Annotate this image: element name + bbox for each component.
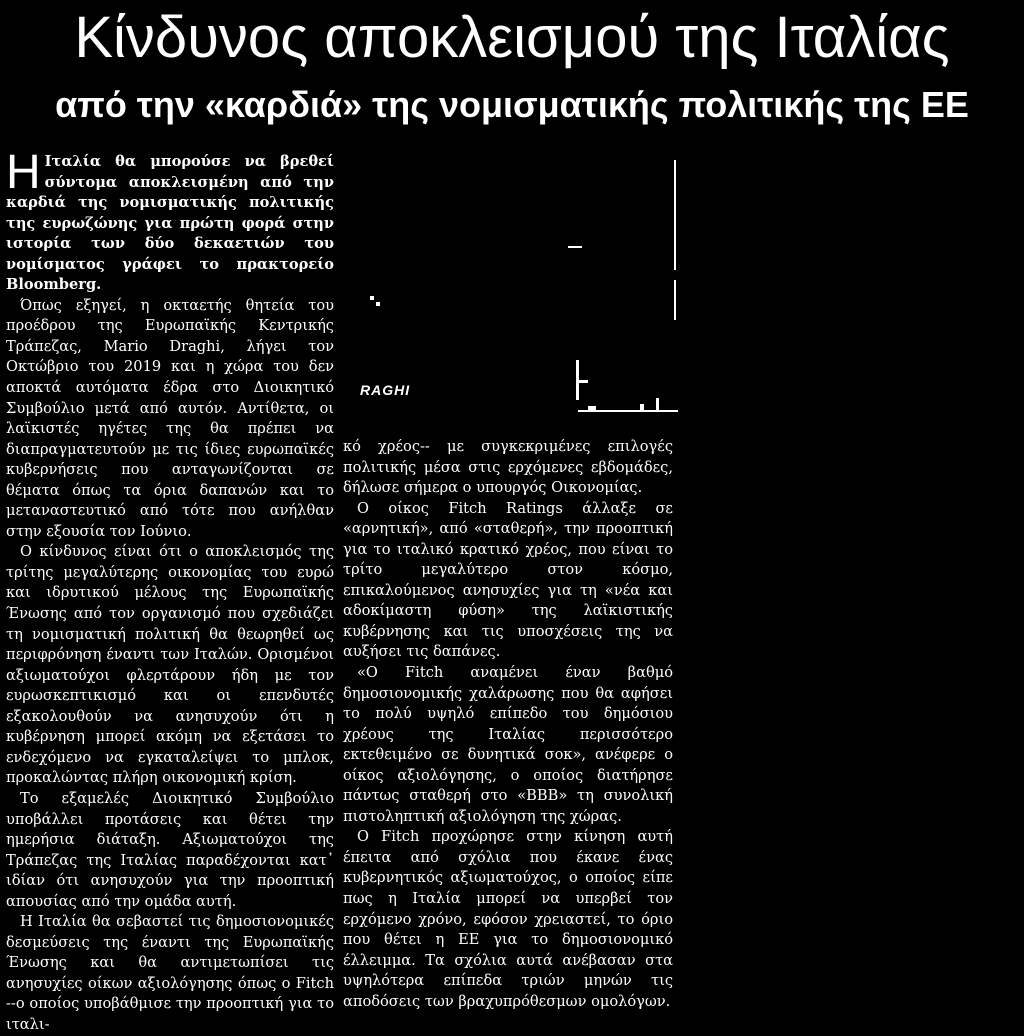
- article-photo: [356, 160, 678, 416]
- headline-title: Κίνδυνος αποκλεισμού της Ιταλίας: [74, 5, 950, 70]
- article-paragraph: [6, 146, 334, 296]
- article-paragraph: Ο κίνδυνος είναι ότι ο αποκλεισμός της τρίτης μεγαλύτερης οικονομίας του ευρώ και ιδρυτικού μέλους της Ευρωπαϊκής Ένωσης από τον οργανισμό που σχεδιάζει τη νομισματική πολιτική θα θεωρηθεί ως περιφρόνηση έναντι των Ιταλών. Ορισμένοι αξιωματούχοι φλερτάρουν ήδη με τον ευρωσκεπτικισμό και οι επενδυτές εξακολουθούν να ανησυχούν ότι η κυβέρνηση μπορεί ακόμη να εξετάσει το ενδεχόμενο να εγκαταλείψει το μπλοκ, προκαλώντας πλήρη οικονομική κρίση.: [6, 543, 334, 787]
- headline-subtitle: από την «καρδιά» της νομισματικής πολιτικής της ΕΕ: [55, 84, 969, 125]
- article-paragraph: Η Ιταλία θα σεβαστεί τις δημοσιονομικές δεσμεύσεις της έναντι της Ευρωπαϊκής Ένωσης και θα αντιμετωπίσει τις ανησυχίες οίκων αξιολόγησης όπως ο Fitch --ο οποίος υποβάθμισε την προοπτική για το ιταλι-: [6, 913, 334, 1033]
- article-paragraph: Το εξαμελές Διοικητικό Συμβούλιο υποβάλλει προτάσεις και θέτει την ημερήσια διάταξη. Αξιωματούχοι της Τράπεζας της Ιταλίας παραδέχονται κατ᾽ ιδίαν ότι ανησυχούν για την προοπτική απουσίας από την ομάδα αυτή.: [6, 789, 334, 910]
- article-column-2: [343, 437, 673, 1012]
- photo-graphic: [356, 160, 678, 416]
- photo-caption: RAGHI: [360, 382, 411, 398]
- article-paragraph: «Ο Fitch αναμένει έναν βαθμό δημοσιονομικής χαλάρωσης που θα αφήσει το πολύ υψηλό επίπεδο του δημόσιου χρέους της Ιταλίας περισσότερο εκτεθειμένο σε δυνητικά σοκ», ανέφερε ο οίκος αξιολόγησης, ο οποίος διατήρησε πάντως σταθερή στο «BBB» τη συνολική πιστοληπτική αξιολόγηση της χώρας.: [343, 664, 673, 825]
- article-paragraph: Ο οίκος Fitch Ratings άλλαξε σε «αρνητική», από «σταθερή», την προοπτική για το ιταλικό κρατικό χρέος, που είναι το τρίτο μεγαλύτερο στον κόσμο, επικαλούμενος ανησυχίες για τη «νέα και αδοκίμαστη φύση» της λαϊκιστικής κυβέρνησης και τις υποσχέσεις της να αυξήσει τις δαπάνες.: [343, 499, 673, 661]
- article-paragraph: κό χρέος-- με συγκεκριμένες επιλογές πολιτικής μέσα στις ερχόμενες εβδομάδες, δήλωσε σήμερα ο υπουργός Οικονομίας.: [343, 438, 673, 497]
- drop-cap: Η: [6, 146, 41, 199]
- paragraph-text: Ιταλία θα μπορούσε να βρεθεί σύντομα αποκλεισμένη από την καρδιά της νομισματικής πολιτικής της ευρωζώνης για πρώτη φορά στην ιστορία των δύο δεκαετιών του νομίσματος γράφει το πρακτορείο Bloomberg.: [6, 153, 334, 294]
- article-paragraph: Όπως εξηγεί, η οκταετής θητεία του προέδρου της Ευρωπαϊκής Κεντρικής Τράπεζας, Mario Draghi, λήγει τον Οκτώβριο του 2019 και η χώρα του δεν αποκτά αυτόματα έδρα στο Διοικητικό Συμβούλιο μετά από αυτόν. Αντίθετα, οι λαϊκιστές ηγέτες της θα πρέπει να διαπραγματευτούν με τις ίδιες ευρωπαϊκές κυβερνήσεις που ανταγωνίζονται σε θέματα όπως τα όρια δαπανών και το μεταναστευτικό από τότε που ανήλθαν στην εξουσία τον Ιούνιο.: [6, 296, 334, 540]
- article-paragraph: Ο Fitch προχώρησε στην κίνηση αυτή έπειτα από σχόλια που έκανε ένας κυβερνητικός αξιωματούχος, ο οποίος είπε πως η Ιταλία μπορεί να υπερβεί τον ερχόμενο χρόνο, εφόσον χρειαστεί, το όριο που θέτει η ΕΕ για το δημοσιονομικό έλλειμμα. Τα σχόλια αυτά ανέβασαν στα υψηλότερα επίπεδα τριών μηνών τις αποδόσεις των βραχυπρόθεσμων ομολόγων.: [343, 828, 673, 1010]
- article-column-1: [6, 146, 334, 1036]
